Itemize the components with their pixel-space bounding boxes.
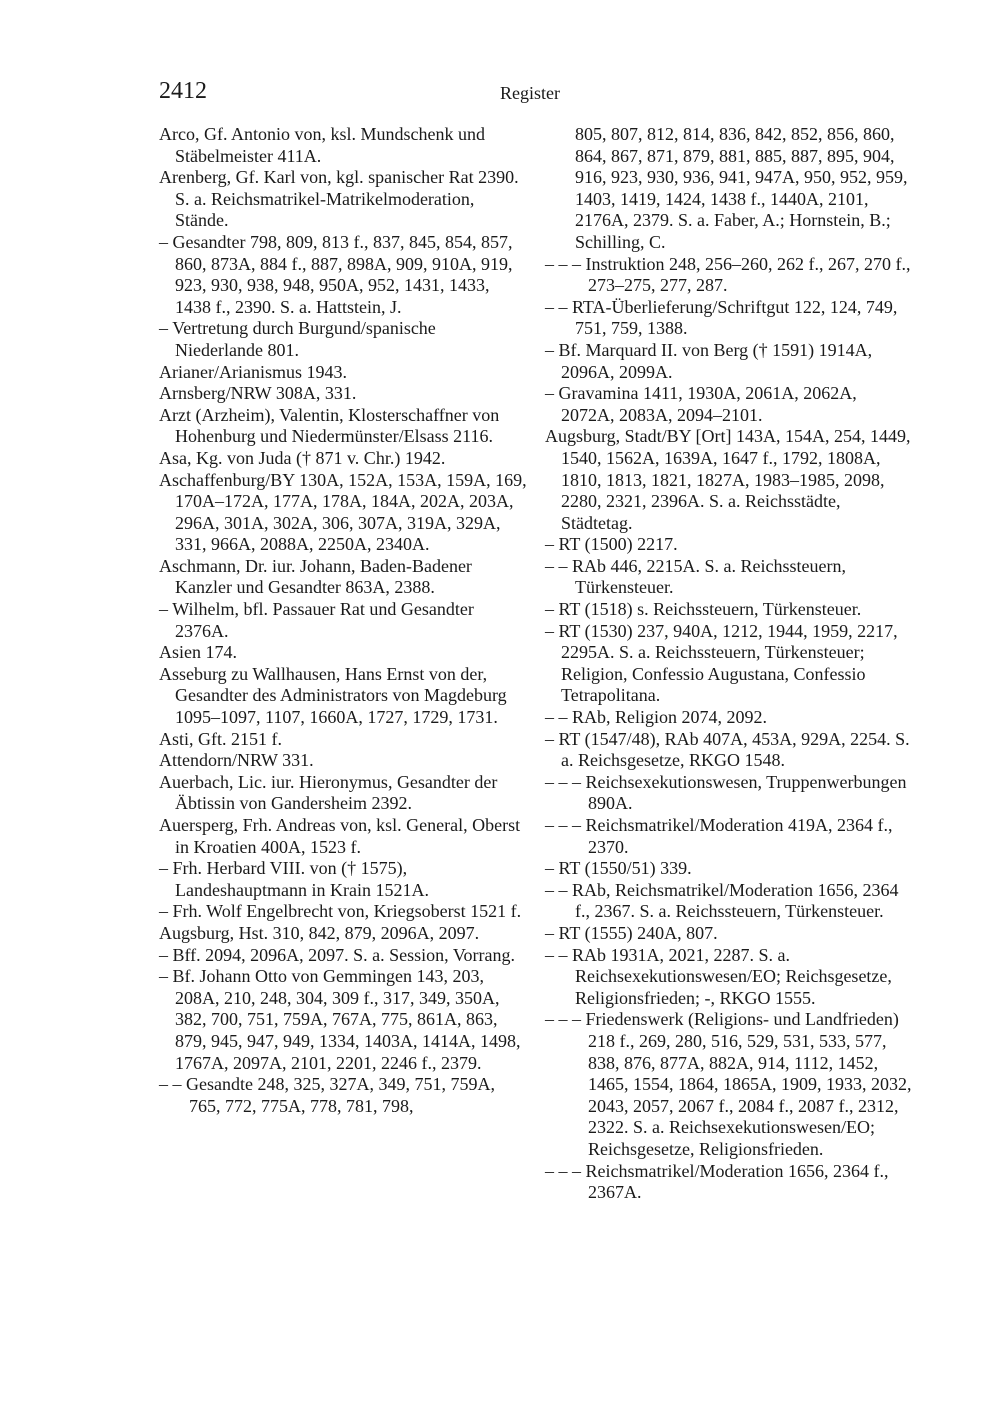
subentry-dash: – xyxy=(545,858,559,879)
entry-text: Arzt (Arzheim), Valentin, Klosterschaffner von Hohenburg und Niedermünster/Elsass 2116. xyxy=(159,404,500,447)
subentry-dash: – xyxy=(545,534,559,555)
index-entry xyxy=(545,534,913,556)
subentry-dash: – – xyxy=(545,879,572,900)
subentry-dash: – xyxy=(159,231,173,252)
entry-text: RT (1547/48), RAb 407A, 453A, 929A, 2254. S. a. Reichsgesetze, RKGO 1548. xyxy=(558,728,910,771)
entry-text: Gravamina 1411, 1930A, 2061A, 2062A, 2072A, 2083A, 2094–2101. xyxy=(558,383,857,425)
index-entry xyxy=(159,167,527,232)
index-entry xyxy=(545,383,913,426)
index-entry xyxy=(545,599,913,621)
entry-text: Vertretung durch Burgund/spanische Niederlande 801. xyxy=(172,318,436,360)
entry-text: Arenberg, Gf. Karl von, kgl. spanischer Rat 2390. S. a. Reichsmatrikel-Matrikelmoderation, Stände. xyxy=(159,167,519,231)
entry-text: RT (1530) 237, 940A, 1212, 1944, 1959, 2217, 2295A. S. a. Reichssteuern, Türkensteuer; Religion, Confessio Augustana, Confessio Tetrapolitana. xyxy=(558,620,898,706)
entry-text: RAb 1931A, 2021, 2287. S. a. Reichsexekutionswesen/EO; Reichsgesetze, Religionsfrieden; -, RKGO 1555. xyxy=(572,944,892,1008)
index-column-right xyxy=(545,124,913,1204)
subentry-dash: – xyxy=(545,620,559,641)
index-entry xyxy=(545,621,913,707)
entry-text: Instruktion 248, 256–260, 262 f., 267, 270 f., 273–275, 277, 287. xyxy=(585,253,911,296)
entry-text: Bf. Johann Otto von Gemmingen 143, 203, 208A, 210, 248, 304, 309 f., 317, 349, 350A, 382, 700, 751, 759A, 767A, 775, 861A, 863, 879, 945, 947, 949, 1334, 1403A, 1414A, 1498, 1767A, 2097A, 2101, 2201, 2246 f., 2379. xyxy=(172,966,521,1073)
subentry-dash: – – – xyxy=(545,771,586,792)
subentry-dash: – xyxy=(159,858,173,879)
index-entry xyxy=(159,772,527,815)
index-entry xyxy=(159,232,527,318)
index-entry xyxy=(159,858,527,901)
index-entry xyxy=(545,556,913,599)
entry-text: RT (1518) s. Reichssteuern, Türkensteuer. xyxy=(558,599,862,620)
entry-text: Attendorn/NRW 331. xyxy=(159,750,314,771)
entry-text: Asa, Kg. von Juda († 871 v. Chr.) 1942. xyxy=(159,447,446,468)
index-entry xyxy=(159,750,527,772)
entry-text: Reichsexekutionswesen, Truppenwerbungen 890A. xyxy=(585,771,907,814)
entry-text: Arnsberg/NRW 308A, 331. xyxy=(159,383,357,404)
entry-text: Reichsmatrikel/Moderation 1656, 2364 f., 2367A. xyxy=(585,1160,889,1203)
index-entry xyxy=(159,815,527,858)
entry-text: Auersperg, Frh. Andreas von, ksl. General, Oberst in Kroatien 400A, 1523 f. xyxy=(159,815,521,857)
entry-text: RAb, Reichsmatrikel/Moderation 1656, 2364 f., 2367. S. a. Reichssteuern, Türkensteuer. xyxy=(572,879,899,922)
subentry-dash: – – – xyxy=(545,1160,586,1181)
subentry-dash: – xyxy=(545,599,559,620)
index-entry xyxy=(545,1161,913,1204)
entry-text: Bf. Marquard II. von Berg († 1591) 1914A, 2096A, 2099A. xyxy=(558,339,873,382)
index-entry xyxy=(545,945,913,1010)
index-entry xyxy=(159,362,527,384)
running-head: Register xyxy=(500,83,560,103)
subentry-dash: – – xyxy=(545,707,572,728)
entry-text: RTA-Überlieferung/Schriftgut 122, 124, 749, 751, 759, 1388. xyxy=(572,296,898,339)
subentry-dash: – xyxy=(159,318,173,339)
index-column-left xyxy=(159,124,527,1117)
subentry-dash: – – xyxy=(159,1074,186,1095)
subentry-dash: – xyxy=(545,922,559,943)
index-entry xyxy=(159,318,527,361)
entry-text: RT (1550/51) 339. xyxy=(558,858,692,879)
entry-text: RT (1555) 240A, 807. xyxy=(558,922,718,943)
subentry-dash: – xyxy=(159,599,173,620)
index-entry xyxy=(159,556,527,599)
entry-text: Aschaffenburg/BY 130A, 152A, 153A, 159A, 169, 170A–172A, 177A, 178A, 184A, 202A, 203A, 296A, 301A, 302A, 306, 307A, 319A, 329A, 331, 966A, 2088A, 2250A, 2340A. xyxy=(159,469,527,555)
index-entry xyxy=(159,901,527,923)
index-entry xyxy=(545,772,913,815)
entry-text: RT (1500) 2217. xyxy=(558,534,678,555)
index-entry xyxy=(545,124,913,254)
index-entry xyxy=(159,448,527,470)
subentry-dash: – – – xyxy=(545,253,586,274)
index-entry xyxy=(159,664,527,729)
subentry-dash: – – xyxy=(545,944,572,965)
index-entry xyxy=(159,923,527,945)
index-entry xyxy=(159,405,527,448)
entry-text: Bff. 2094, 2096A, 2097. S. a. Session, Vorrang. xyxy=(172,944,516,965)
entry-text: RAb, Religion 2074, 2092. xyxy=(572,707,768,728)
index-entry xyxy=(545,426,913,534)
subentry-dash: – xyxy=(159,901,173,922)
entry-text: RAb 446, 2215A. S. a. Reichssteuern, Türkensteuer. xyxy=(572,555,846,598)
index-entry xyxy=(545,923,913,945)
subentry-dash: – xyxy=(159,966,173,987)
index-entry xyxy=(159,470,527,556)
entry-text: Gesandte 248, 325, 327A, 349, 751, 759A, 765, 772, 775A, 778, 781, 798, xyxy=(186,1074,495,1116)
entry-text: Wilhelm, bfl. Passauer Rat und Gesandter 2376A. xyxy=(172,599,474,641)
entry-text: Arco, Gf. Antonio von, ksl. Mundschenk und Stäbelmeister 411A. xyxy=(159,124,485,166)
entry-text: Asseburg zu Wallhausen, Hans Ernst von der, Gesandter des Administrators von Magdeburg 1095–1097, 1107, 1660A, 1727, 1729, 1731. xyxy=(159,663,507,728)
entry-text: Reichsmatrikel/Moderation 419A, 2364 f., 2370. xyxy=(585,815,893,857)
page-number: 2412 xyxy=(159,78,207,104)
entry-text: Frh. Wolf Engelbrecht von, Kriegsoberst 1521 f. xyxy=(172,901,522,922)
index-entry xyxy=(159,966,527,1074)
subentry-dash: – xyxy=(545,728,559,749)
index-entry xyxy=(545,815,913,858)
index-entry xyxy=(545,1009,913,1160)
index-entry xyxy=(545,858,913,880)
subentry-dash: – xyxy=(545,339,559,360)
entry-text: Gesandter 798, 809, 813 f., 837, 845, 854, 857, 860, 873A, 884 f., 887, 898A, 909, 910A, 919, 923, 930, 938, 948, 950A, 952, 1431, 1433, 1438 f., 2390. S. a. Hattstein, J. xyxy=(172,231,513,317)
entry-text: Augsburg, Hst. 310, 842, 879, 2096A, 2097. xyxy=(159,922,480,943)
index-entry xyxy=(545,297,913,340)
entry-text: Arianer/Arianismus 1943. xyxy=(159,361,347,382)
index-entry xyxy=(545,707,913,729)
entry-text: Aschmann, Dr. iur. Johann, Baden-Badener Kanzler und Gesandter 863A, 2388. xyxy=(159,555,472,598)
entry-text: Friedenswerk (Religions- und Landfrieden) 218 f., 269, 280, 516, 529, 531, 533, 577, 838, 876, 877A, 882A, 914, 1112, 1452, 1465, 1554, 1864, 1865A, 1909, 1933, 2032, 2043, 2057, 2067 f., 2084 f., 2087 f., 2312, 2322. S. a. Reichsexekutionswesen/EO; Reichsgesetze, Religionsfrieden. xyxy=(585,1009,912,1159)
entry-text: Asti, Gft. 2151 f. xyxy=(159,728,282,749)
subentry-dash: – – – xyxy=(545,1009,586,1030)
entry-text: Augsburg, Stadt/BY [Ort] 143A, 154A, 254, 1449, 1540, 1562A, 1639A, 1647 f., 1792, 1808A, 1810, 1813, 1821, 1827A, 1983–1985, 2098, 2280, 2321, 2396A. S. a. Reichsstädte, Städtetag. xyxy=(545,426,911,533)
subentry-dash: – xyxy=(545,383,559,404)
index-entry xyxy=(545,880,913,923)
subentry-dash: – – xyxy=(545,296,572,317)
subentry-dash: – – – xyxy=(545,815,586,835)
index-entry xyxy=(545,254,913,297)
index-entry xyxy=(159,642,527,664)
index-entry xyxy=(159,383,527,405)
subentry-dash: – – xyxy=(545,555,572,576)
entry-text: Auerbach, Lic. iur. Hieronymus, Gesandter der Äbtissin von Gandersheim 2392. xyxy=(159,771,498,814)
entry-text: Asien 174. xyxy=(159,642,237,663)
index-entry xyxy=(159,124,527,167)
subentry-dash: – xyxy=(159,944,173,965)
index-entry xyxy=(545,729,913,772)
index-entry xyxy=(159,1074,527,1117)
entry-text: 805, 807, 812, 814, 836, 842, 852, 856, 860, 864, 867, 871, 879, 881, 885, 887, 895, 904, 916, 923, 930, 936, 941, 947A, 950, 952, 959, 1403, 1419, 1424, 1438 f., 1440A, 2101, 2176A, 2379. S. a. Faber, A.; Hornstein, B.; Schilling, C. xyxy=(575,124,908,252)
index-entry xyxy=(545,340,913,383)
index-entry xyxy=(159,599,527,642)
index-entry xyxy=(159,945,527,967)
index-entry xyxy=(159,729,527,751)
entry-text: Frh. Herbard VIII. von († 1575), Landeshauptmann in Krain 1521A. xyxy=(172,858,429,900)
